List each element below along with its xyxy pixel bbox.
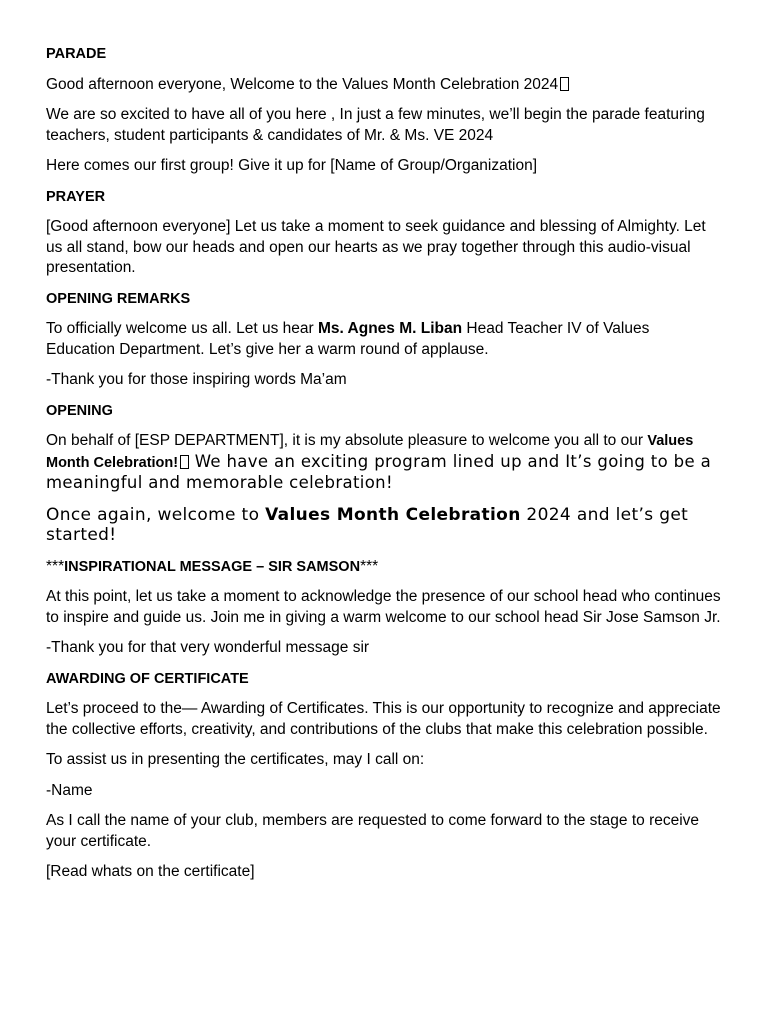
- stars-right: ***: [360, 557, 379, 575]
- opening-remarks-paragraph-1: [46, 319, 722, 360]
- celebration-name: Values Month Celebration!: [46, 433, 694, 471]
- parade-paragraph-1-text: Good afternoon everyone, Welcome to the Values Month Celebration 2024: [46, 75, 559, 93]
- opening-text-a: On behalf of [ESP DEPARTMENT], it is my absolute pleasure to welcome you all to our: [46, 432, 648, 449]
- inspirational-heading: [46, 557, 722, 578]
- parade-heading: PARADE: [46, 46, 107, 62]
- opening-welcome-a: Once again, welcome to: [46, 504, 266, 525]
- inspirational-heading-text: INSPIRATIONAL MESSAGE – SIR SAMSON: [64, 558, 361, 575]
- awarding-paragraph-3: -Name: [46, 781, 93, 799]
- parade-paragraph-1: [46, 75, 722, 96]
- opening-welcome-name: Values Month Celebration: [265, 504, 521, 525]
- awarding-paragraph-1: Let’s proceed to the— Awarding of Certificates. This is our opportunity to recognize and appreciate the collective efforts, creativity, and contributions of the clubs that make this celebration possible.: [46, 700, 721, 738]
- opening-remarks-text-c: Head Teacher IV of Values Education Department. Let’s give her a warm round of applause.: [46, 320, 650, 358]
- opening-remarks-text-a: To officially welcome us all. Let us hear: [46, 320, 318, 337]
- inspirational-paragraph-1: At this point, let us take a moment to acknowledge the presence of our school head who continues to inspire and guide us. Join me in giving a warm welcome to our school head Sir Jose Samson Jr.: [46, 588, 721, 626]
- awarding-paragraph-2: To assist us in presenting the certificates, may I call on:: [46, 751, 425, 768]
- prayer-heading: PRAYER: [46, 188, 106, 205]
- missing-glyph-icon: [180, 455, 189, 469]
- inspirational-paragraph-2: -Thank you for that very wonderful message sir: [46, 639, 370, 656]
- parade-paragraph-3: Here comes our first group! Give it up for [Name of Group/Organization]: [46, 157, 538, 174]
- awarding-heading: AWARDING OF CERTIFICATE: [46, 670, 249, 687]
- opening-welcome-c: 2024 and let’s get started!: [46, 504, 689, 545]
- missing-glyph-icon: [560, 77, 569, 91]
- opening-heading: OPENING: [46, 402, 113, 419]
- opening-paragraph-2: [46, 505, 722, 545]
- prayer-paragraph-1: [Good afternoon everyone] Let us take a moment to seek guidance and blessing of Almighty. Let us all stand, bow our heads and open our hearts as we pray together through this audio-visual presentation.: [46, 218, 706, 276]
- awarding-paragraph-4: As I call the name of your club, members are requested to come forward to the stage to receive your certificate.: [46, 812, 700, 850]
- opening-remarks-paragraph-2: -Thank you for those inspiring words Ma’am: [46, 371, 347, 388]
- speaker-name: Ms. Agnes M. Liban: [317, 320, 463, 337]
- stars-left: ***: [46, 557, 65, 575]
- opening-text-c: We have an exciting program lined up and It’s going to be a meaningful and memorable celebration!: [46, 451, 712, 492]
- opening-remarks-heading: OPENING REMARKS: [46, 290, 191, 307]
- opening-paragraph-1: [46, 431, 722, 495]
- parade-paragraph-2: We are so excited to have all of you here , In just a few minutes, we’ll begin the parade featuring teachers, student participants & candidates of Mr. & Ms. VE 2024: [46, 106, 705, 144]
- awarding-paragraph-5: [Read whats on the certificate]: [46, 863, 255, 880]
